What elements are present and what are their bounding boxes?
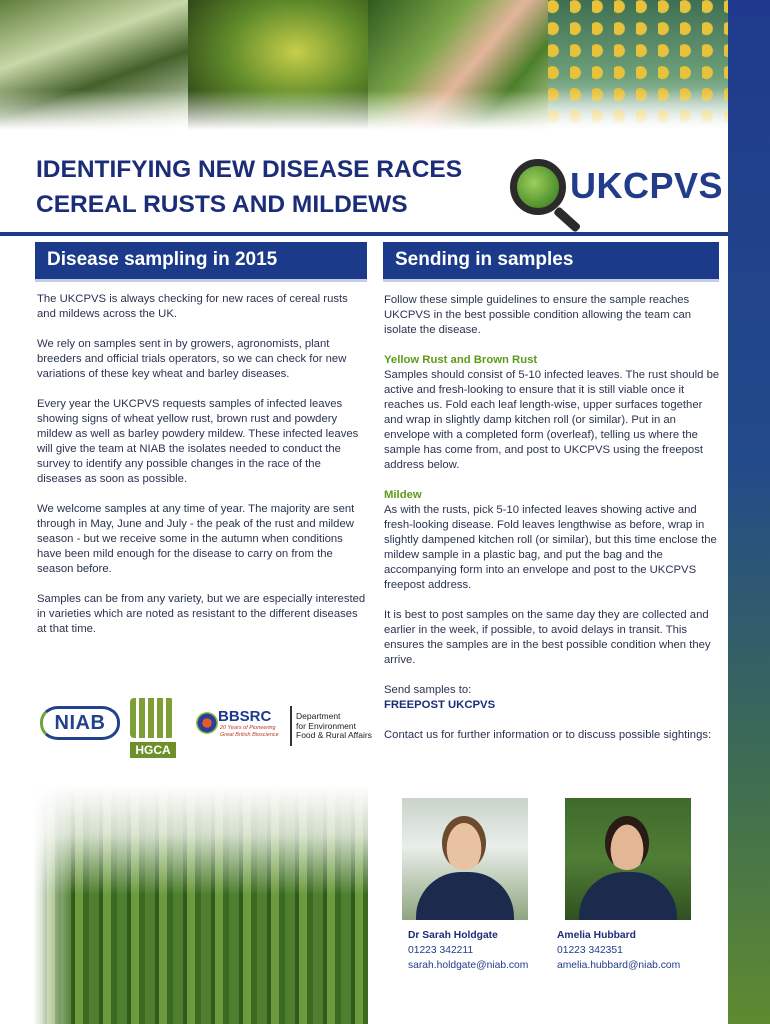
portrait-torso <box>416 872 514 920</box>
portrait-torso <box>579 872 677 920</box>
contact-paragraph: Contact us for further information or to discuss possible sightings: <box>384 729 712 741</box>
hgca-logo: HGCA <box>130 742 176 758</box>
defra-crest-icon <box>290 706 292 746</box>
side-gradient-bar <box>728 0 770 1024</box>
ukcpvs-logo <box>508 153 724 227</box>
portrait-head <box>605 816 649 870</box>
contact-card <box>408 928 558 973</box>
freepost-address: FREEPOST UKCPVS <box>384 699 496 711</box>
title-line-2: CEREAL RUSTS AND MILDEWS <box>36 191 408 218</box>
left-paragraph: We welcome samples at any time of year. The majority are sent through in May, June and July - the peak of the rust and mildew season - but we receive some in the autumn when conditions have been mild enough for the disease to carry on from the season before. <box>37 503 355 575</box>
logo-text: UKCPVS <box>570 165 724 206</box>
rust-paragraph: Samples should consist of 5-10 infected leaves. The rust should be active and fresh-looking to ensure that it is still viable once it reaches us. Fold each leaf length-wise, upper surfaces together and wrap in slightly damp kitchen roll (or similar). Put in an envelope with a completed form (overleaf), telling us where the sample has come from, and post to UKCPVS using the freepost address below. <box>384 369 720 471</box>
amelia-hubbard-photo <box>565 798 691 920</box>
niab-logo: NIAB <box>40 706 120 740</box>
yellow-rust-closeup-photo <box>548 0 728 130</box>
contact-email[interactable]: sarah.holdgate@niab.com <box>408 960 529 971</box>
left-paragraph: We rely on samples sent in by growers, agronomists, plant breeders and official trials operators, so we can check for new variations of these key wheat and barley diseases. <box>37 338 347 380</box>
title-line-1: IDENTIFYING NEW DISEASE RACES <box>36 156 463 183</box>
partner-logos <box>38 694 378 764</box>
defra-line: for Environment <box>296 720 356 731</box>
hand-holding-leaf-photo <box>368 0 548 130</box>
defra-logo <box>296 712 386 741</box>
magnifier-handle <box>553 206 581 233</box>
defra-line: Food & Rural Affairs <box>296 730 372 740</box>
right-column <box>384 293 720 758</box>
header-photo-strip <box>0 0 728 130</box>
page-title <box>36 152 486 222</box>
sarah-holdgate-photo <box>402 798 528 920</box>
left-paragraph: Samples can be from any variety, but we are especially interested in varieties which are noted as resistant to the different diseases at that time. <box>37 593 366 635</box>
mildew-paragraph: As with the rusts, pick 5-10 infected leaves showing active and fresh-looking disease. Fold leaves lengthwise as before, wrap in slightly dampened kitchen roll (or similar), but this time enclose the mildew sample in a plastic bag, and put the bag and the accompanying form into an envelope and post to the UKCPVS freepost address. <box>384 504 717 591</box>
contact-phone[interactable]: 01223 342351 <box>557 945 623 956</box>
field-trial-photo <box>33 785 368 1024</box>
contact-card <box>557 928 717 973</box>
infected-leaf-photo <box>188 0 368 130</box>
left-paragraph: Every year the UKCPVS requests samples of infected leaves showing signs of wheat yellow rust, brown rust and powdery mildew as well as barley powdery mildew. These infected leaves will give the team at NIAB the isolates needed to conduct the survey to identify any possible changes in the race of the diseases as soon as possible. <box>37 398 359 485</box>
wheat-leaves-photo <box>0 0 188 130</box>
bbsrc-emblem-icon <box>196 712 218 734</box>
left-column <box>37 292 367 652</box>
contact-name: Amelia Hubbard <box>557 930 636 941</box>
intro-paragraph: Follow these simple guidelines to ensure the sample reaches UKCPVS in the best possible condition allowing the team can isolate the disease. <box>384 294 692 336</box>
defra-line: Department <box>296 711 341 721</box>
send-samples-label: Send samples to: <box>384 684 472 696</box>
contact-name: Dr Sarah Holdgate <box>408 930 498 941</box>
bbsrc-tagline: 20 Years of Pioneering Great British Bioscience <box>220 725 279 738</box>
rust-subheading: Yellow Rust and Brown Rust <box>384 354 538 366</box>
section-heading-disease-sampling: Disease sampling in 2015 <box>35 242 367 282</box>
header-divider <box>0 232 728 236</box>
left-paragraph: The UKCPVS is always checking for new races of cereal rusts and mildews across the UK. <box>37 293 348 320</box>
portrait-head <box>442 816 486 870</box>
bbsrc-logo: BBSRC <box>218 708 272 725</box>
section-heading-sending-samples: Sending in samples <box>383 242 719 282</box>
mildew-subheading: Mildew <box>384 489 422 501</box>
contact-phone[interactable]: 01223 342211 <box>408 945 474 956</box>
hgca-wheat-icon <box>130 698 174 738</box>
contact-email[interactable]: amelia.hubbard@niab.com <box>557 960 681 971</box>
post-timing-paragraph: It is best to post samples on the same day they are collected and earlier in the week, if possible, to avoid delays in transit. This ensures the samples are in the best possible condition when they arrive. <box>384 609 711 666</box>
